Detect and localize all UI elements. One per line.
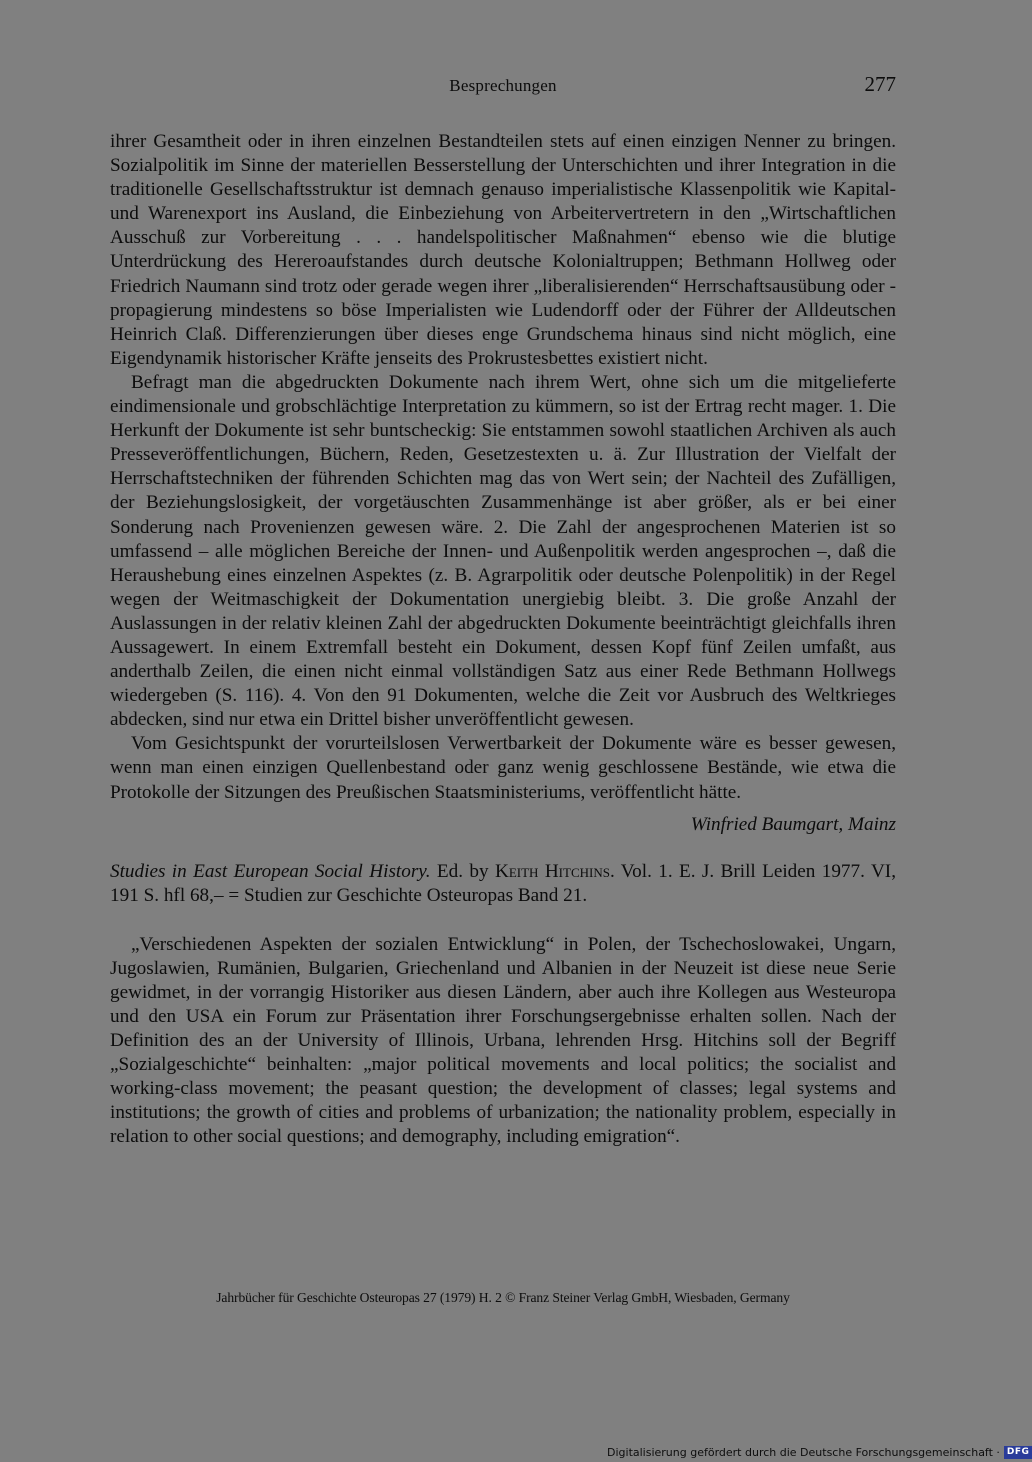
review-paragraph: Befragt man die abgedruckten Dokumente nach ihrem Wert, ohne sich um die mitgelieferte eindimensionale und grobschlächtige Interpretation zu kümmern, so ist der Ertrag recht mager. 1. Die Herkunft der Dokumente ist sehr buntscheckig: Sie entstammen sowohl staatlichen Archiven als auch Presseveröffentlichungen, Büchern, Reden, Gesetzestexten u. ä. Zur Illustration der Vielfalt der Herrschaftstechniken der führenden Schichten mag das von Wert sein; der Nachteil des Zufälligen, der Beziehungslosigkeit, der vorgetäuschten Zusammenhänge ist aber größer, als er bei einer Sonderung nach Provenienzen gewesen wäre. 2. Die Zahl der angesprochenen Materien ist so umfassend – alle möglichen Bereiche der Innen- und Außenpolitik werden angesprochen –, daß die Heraushebung eines einzelnen Aspektes (z. B. Agrarpolitik oder deutsche Polenpolitik) in der Regel wegen der Weitmaschigkeit der Dokumentation unergiebig bleibt. 3. Die große Anzahl der Auslassungen in der relativ kleinen Zahl der abgedruckten Dokumente beeinträchtigt gleichfalls ihren Aussagewert. In einem Extremfall besteht ein Dokument, dessen Kopf fünf Zeilen umfaßt, aus anderthalb Zeilen, die einen nicht einmal vollständigen Satz aus einer Rede Bethmann Hollwegs wiedergeben (S. 116). 4. Von den 91 Dokumenten, welche die Zeit vor Ausbruch des Weltkrieges abdecken, sind nur etwa ein Drittel bisher unveröffentlicht gewesen. [110, 371, 896, 731]
review-paragraph: ihrer Gesamtheit oder in ihren einzelnen Bestandteilen stets auf einen einzigen Nenner zu bringen. Sozialpolitik im Sinne der materiellen Besserstellung der Unterschichten und ihrer Integration in die traditionelle Gesellschaftsstruktur ist demnach genauso imperialistische Klassenpolitik wie Kapital- und Warenexport ins Ausland, die Einbeziehung von Arbeitervertretern in den „Wirtschaftlichen Ausschuß zur Vorbereitung . . . handelspolitischer Maßnahmen“ ebenso wie die blutige Unterdrückung des Hereroaufstandes durch deutsche Kolonialtruppen; Bethmann Hollweg oder Friedrich Naumann sind trotz oder gerade wegen ihrer „liberalisierenden“ Herrschaftsausübung oder -propagierung mindestens so böse Imperialisten wie Ludendorff oder der Führer der Alldeutschen Heinrich Claß. Differenzierungen über dieses enge Grundschema hinaus sind nicht möglich, eine Eigendynamik historischer Kräfte jenseits des Prokrustesbettes existiert nicht. [110, 131, 896, 369]
book-details: . Vol. 1. E. J. Brill Leiden 1977. VI, 191 S. hfl 68,– = Studien zur Geschichte Osteuropas Band 21. [110, 860, 896, 907]
dfg-logo: DFG [1004, 1446, 1032, 1459]
book-reference [110, 837, 896, 909]
book-title: Studies in East European Social History. [110, 860, 431, 882]
digitization-text: Digitalisierung gefördert durch die Deutsche Forschungsgemeinschaft · [607, 1446, 1000, 1459]
review-paragraph: „Verschiedenen Aspekten der sozialen Entwicklung“ in Polen, der Tschechoslowakei, Ungarn, Jugoslawien, Rumänien, Bulgarien, Griechenland und Albanien in der Neuzeit ist diese neue Serie gewidmet, in der vorrangig Historiker aus diesen Ländern, aber auch ihre Kollegen aus Westeuropa und den USA ein Forum zur Präsentation ihrer Forschungsergebnisse erhalten sollen. Nach der Definition des an der University of Illinois, Urbana, lehrenden Hrsg. Hitchins soll der Begriff „Sozialgeschichte“ beinhalten: „major political movements and local politics; the socialist and working-class movement; the peasant question; the development of classes; legal systems and institutions; the growth of cities and problems of urbanization; the nationality problem, especially in relation to other social questions; and demography, including emigration“. [110, 933, 896, 1148]
book-ed-by: Ed. by [430, 860, 495, 882]
digitization-notice [607, 1446, 1032, 1460]
page-header [110, 72, 896, 102]
second-review [110, 909, 896, 1150]
footer-credit: Jahrbücher für Geschichte Osteuropas 27 (1979) H. 2 © Franz Steiner Verlag GmbH, Wiesbaden, Germany [216, 1290, 790, 1305]
book-editor: Keith Hitchins [494, 860, 610, 882]
page-number: 277 [864, 72, 896, 96]
reviewer-signature: Winfried Baumgart, Mainz [690, 813, 896, 835]
review-paragraph: Vom Gesichtspunkt der vorurteilslosen Verwertbarkeit der Dokumente wäre es besser gewesen, wenn man einen einzigen Quellenbestand oder ganz wenig geschlossene Bestände, wie etwa die Protokolle der Sitzungen des Preußischen Staatsministeriums, veröffentlicht hätte. [110, 733, 896, 803]
running-title: Besprechungen [449, 76, 557, 95]
body-text [110, 130, 896, 1149]
